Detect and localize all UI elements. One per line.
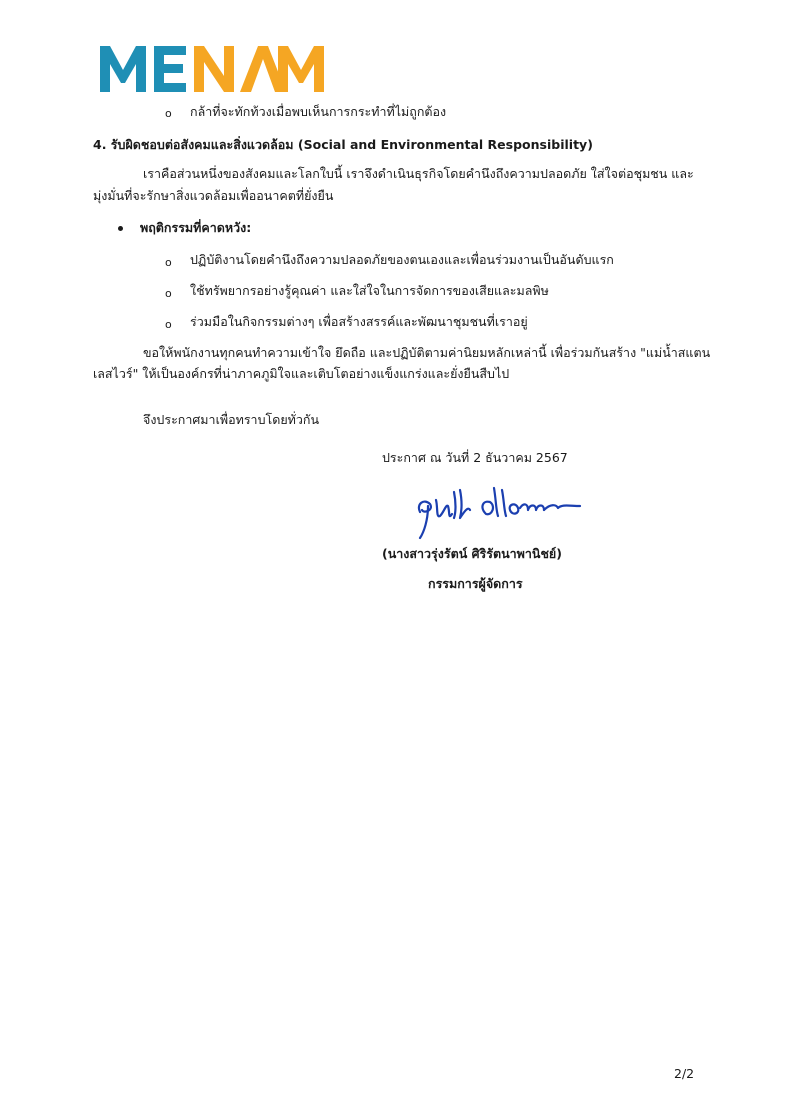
closing-paragraph-line-1: ขอให้พนักงานทุกคนทำความเข้าใจ ยึดถือ และปฏิบัติตามค่านิยมหลักเหล่านี้ เพื่อร่วมกันสร้าง "แม่น้ำสแตน xyxy=(143,345,711,360)
closing-paragraph-line-2: เลสไวร์" ให้เป็นองค์กรที่น่าภาคภูมิใจและเติบโตอย่างแข็งแกร่งและยั่งยืนสืบไป xyxy=(93,366,510,381)
section-4-paragraph-line-1: เราคือส่วนหนึ่งของสังคมและโลกใบนี้ เราจึงดำเนินธุรกิจโดยคำนึงถึงความปลอดภัย ใส่ใจต่อชุมชน และ xyxy=(143,166,694,181)
behavior-item: ร่วมมือในกิจกรรมต่างๆ เพื่อสร้างสรรค์และพัฒนาชุมชนที่เราอยู่ xyxy=(190,314,528,329)
bullet-icon xyxy=(118,226,123,231)
behavior-item: ปฏิบัติงานโดยคำนึงถึงความปลอดภัยของตนเองและเพื่อนร่วมงานเป็นอันดับแรก xyxy=(190,252,614,267)
sub-bullet-marker: o xyxy=(165,318,172,331)
sub-bullet-marker: o xyxy=(165,256,172,269)
page-number: 2/2 xyxy=(674,1066,695,1081)
sub-bullet-marker: o xyxy=(165,107,172,120)
section-4-heading: 4. รับผิดชอบต่อสังคมและสิ่งแวดล้อม (Social and Environmental Responsibility) xyxy=(93,137,593,152)
behavior-item: ใช้ทรัพยากรอย่างรู้คุณค่า และใส่ใจในการจัดการของเสียและมลพิษ xyxy=(190,283,549,298)
announcement-line: จึงประกาศมาเพื่อทราบโดยทั่วกัน xyxy=(143,412,320,427)
sub-bullet-marker: o xyxy=(165,287,172,300)
expected-behavior-label: พฤติกรรมที่คาดหวัง: xyxy=(140,220,252,235)
previous-item-text: กล้าที่จะทักท้วงเมื่อพบเห็นการกระทำที่ไม่ถูกต้อง xyxy=(190,104,447,119)
handwritten-signature xyxy=(410,482,585,542)
signer-title: กรรมการผู้จัดการ xyxy=(428,576,523,591)
section-4-paragraph-line-2: มุ่งมั่นที่จะรักษาสิ่งแวดล้อมเพื่ออนาคตที่ยั่งยืน xyxy=(93,188,334,203)
menam-logo xyxy=(98,40,328,96)
signer-name: (นางสาวรุ่งรัตน์ ศิริรัตนาพานิชย์) xyxy=(382,546,562,561)
announcement-date: ประกาศ ณ วันที่ 2 ธันวาคม 2567 xyxy=(382,450,568,465)
